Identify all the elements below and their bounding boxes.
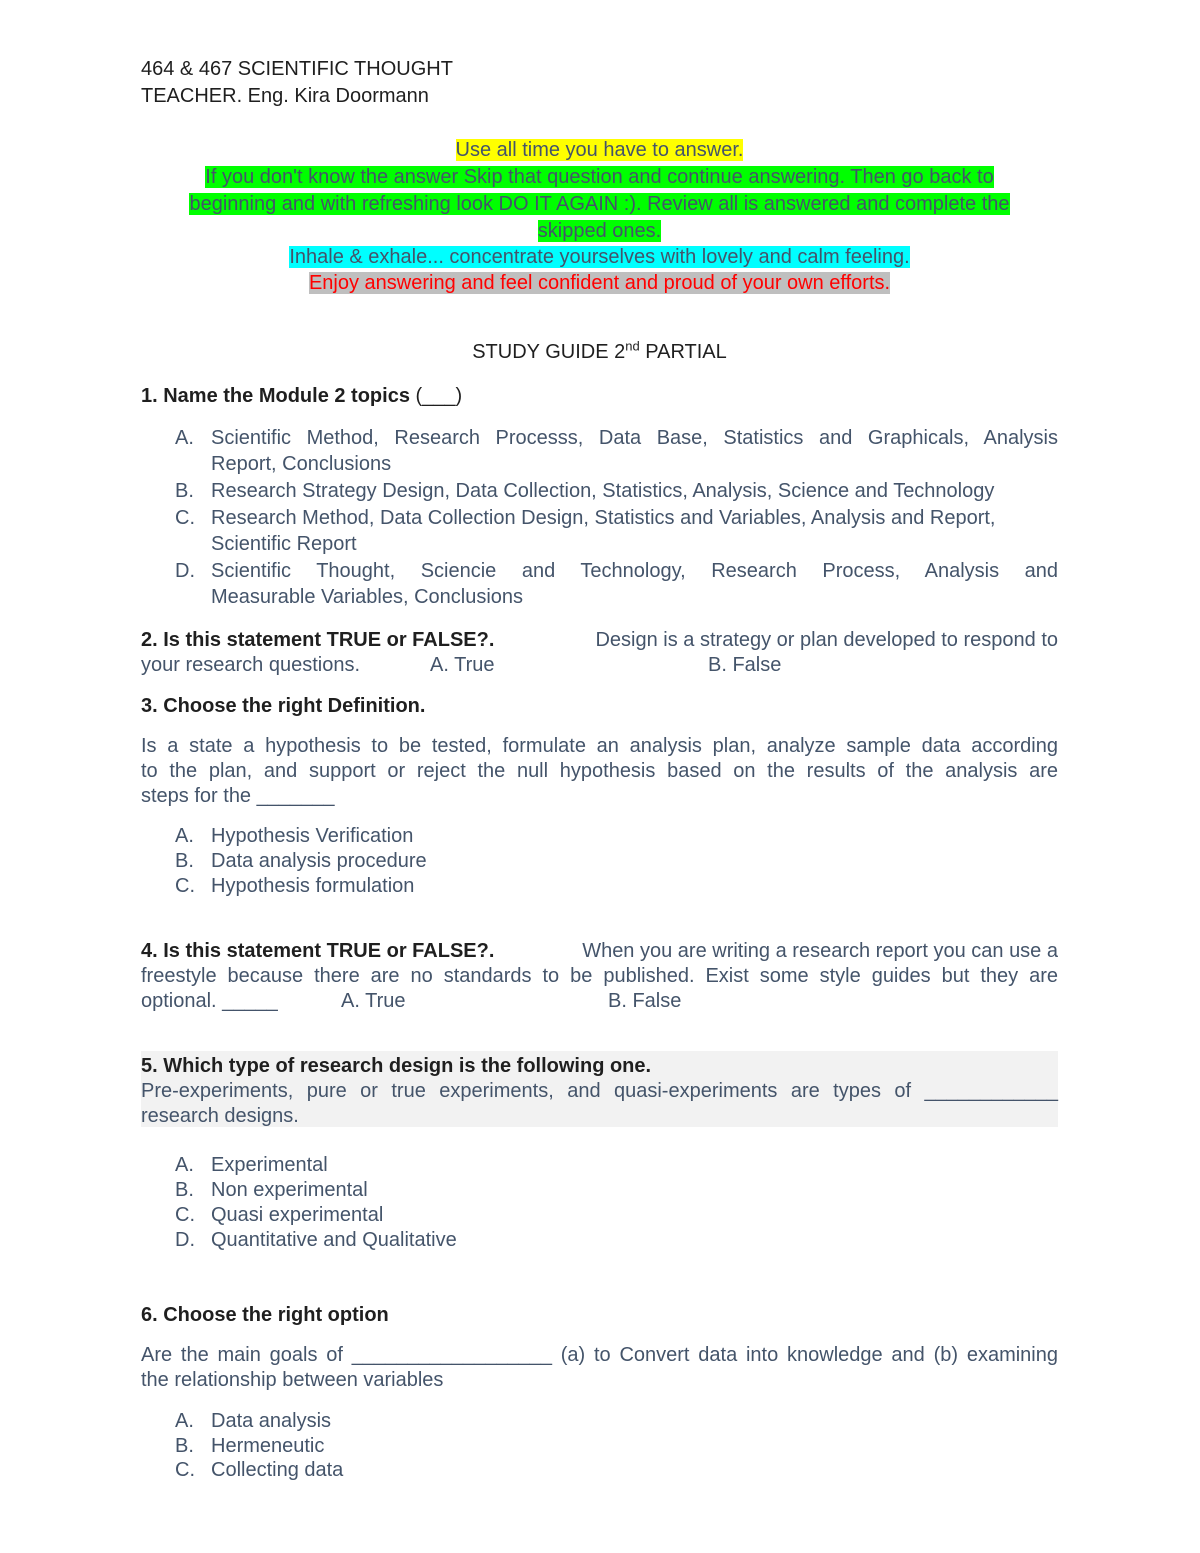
q6-text-line1: Are the main goals of __________________ (a) to Convert data into knowledge and (b) examining: [141, 1344, 1058, 1366]
advice-line-2c: [141, 218, 1058, 244]
q1-option-a-line2: Report, Conclusions: [211, 453, 392, 475]
q1-option-d-letter: D.: [175, 560, 195, 582]
advice-line-2b: [141, 191, 1058, 217]
q6-option-c-text: Collecting data: [211, 1459, 344, 1481]
q2-statement-part1: Design is a strategy or plan developed to respond to: [595, 629, 1058, 651]
q1-option-a-letter: A.: [175, 427, 194, 449]
advice-highlight-yellow: Use all time you have to answer.: [455, 139, 744, 161]
q1-blank: (___): [409, 385, 463, 407]
q3-option-a-text: Hypothesis Verification: [211, 825, 414, 847]
advice-highlight-green-3: skipped ones.: [537, 220, 662, 242]
q1-option-d-line1: Scientific Thought, Sciencie and Technology, Research Process, Analysis and: [211, 560, 1058, 582]
q4-statement-part3: optional. _____: [141, 990, 278, 1012]
q2-title-text: 2. Is this statement TRUE or FALSE?.: [141, 629, 495, 651]
question-3-title: 3. Choose the right Definition.: [141, 695, 426, 717]
q5-option-c-letter: C.: [175, 1204, 195, 1226]
advice-line-4: [141, 270, 1058, 296]
q3-text-line2: to the plan, and support or reject the null hypothesis based on the results of the analysis are: [141, 760, 1058, 782]
q1-option-a-line1: Scientific Method, Research Processs, Data Base, Statistics and Graphicals, Analysis: [211, 427, 1058, 449]
q2-option-false: B. False: [708, 654, 782, 676]
question-6-title: 6. Choose the right option: [141, 1304, 389, 1326]
advice-line-3: [141, 244, 1058, 270]
q1-option-b-letter: B.: [175, 480, 194, 502]
q3-option-b-text: Data analysis procedure: [211, 850, 427, 872]
q5-option-c-text: Quasi experimental: [211, 1204, 384, 1226]
question-1-title: [141, 383, 462, 409]
advice-highlight-green-1: If you don't know the answer Skip that question and continue answering. Then go back to: [205, 166, 994, 188]
advice-highlight-gray: Enjoy answering and feel confident and proud of your own efforts.: [308, 272, 891, 294]
q3-option-c-text: Hypothesis formulation: [211, 875, 415, 897]
q6-text-line2: the relationship between variables: [141, 1369, 444, 1391]
title-suffix: PARTIAL: [639, 341, 727, 363]
question-5-title: 5. Which type of research design is the following one.: [141, 1055, 652, 1077]
q6-option-b-text: Hermeneutic: [211, 1435, 325, 1457]
q6-option-a-letter: A.: [175, 1410, 194, 1432]
teacher-header: TEACHER. Eng. Kira Doormann: [141, 85, 429, 107]
title-superscript: nd: [625, 338, 640, 354]
q1-option-b-line1: Research Strategy Design, Data Collection, Statistics, Analysis, Science and Technology: [211, 480, 995, 502]
q6-option-a-text: Data analysis: [211, 1410, 332, 1432]
q1-option-c-letter: C.: [175, 507, 195, 529]
q1-option-c-line2: Scientific Report: [211, 533, 357, 555]
q5-option-a-letter: A.: [175, 1154, 194, 1176]
title-main: STUDY GUIDE 2: [472, 341, 626, 363]
q5-option-d-letter: D.: [175, 1229, 195, 1251]
study-guide-title: [141, 339, 1058, 365]
q4-option-true: A. True: [341, 990, 406, 1012]
q2-option-true: A. True: [430, 654, 495, 676]
q5-text-line1: Pre-experiments, pure or true experiments, and quasi-experiments are types of ____________: [141, 1080, 1058, 1102]
advice-highlight-cyan: Inhale & exhale... concentrate yourselves with lovely and calm feeling.: [289, 246, 910, 268]
q5-option-d-text: Quantitative and Qualitative: [211, 1229, 457, 1251]
q3-option-a-letter: A.: [175, 825, 194, 847]
q6-option-c-letter: C.: [175, 1459, 195, 1481]
q2-statement-part2: your research questions.: [141, 654, 361, 676]
q4-statement-part1: When you are writing a research report you can use a: [582, 940, 1058, 962]
q3-option-b-letter: B.: [175, 850, 194, 872]
q4-option-false: B. False: [608, 990, 682, 1012]
q3-option-c-letter: C.: [175, 875, 195, 897]
question-4-line1: [141, 938, 1058, 964]
advice-highlight-green-2: beginning and with refreshing look DO IT AGAIN :). Review all is answered and complete the: [189, 193, 1010, 215]
q1-option-d-line2: Measurable Variables, Conclusions: [211, 586, 524, 608]
advice-line-2a: [141, 164, 1058, 190]
q1-option-c-line1: Research Method, Data Collection Design, Statistics and Variables, Analysis and Report,: [211, 507, 996, 529]
q1-title-text: 1. Name the Module 2 topics: [141, 385, 410, 407]
q5-option-b-letter: B.: [175, 1179, 194, 1201]
q3-text-line3: steps for the _______: [141, 785, 335, 807]
q6-option-b-letter: B.: [175, 1435, 194, 1457]
q5-option-b-text: Non experimental: [211, 1179, 368, 1201]
course-header: 464 & 467 SCIENTIFIC THOUGHT: [141, 58, 453, 80]
q3-text-line1: Is a state a hypothesis to be tested, formulate an analysis plan, analyze sample data according: [141, 735, 1058, 757]
q5-option-a-text: Experimental: [211, 1154, 328, 1176]
q5-text-line2: research designs.: [141, 1105, 299, 1127]
q4-statement-part2: freestyle because there are no standards to be published. Exist some style guides but they are: [141, 965, 1058, 987]
q4-title-text: 4. Is this statement TRUE or FALSE?.: [141, 940, 495, 962]
advice-line-1: [141, 137, 1058, 163]
question-2-line1: [141, 627, 1058, 653]
